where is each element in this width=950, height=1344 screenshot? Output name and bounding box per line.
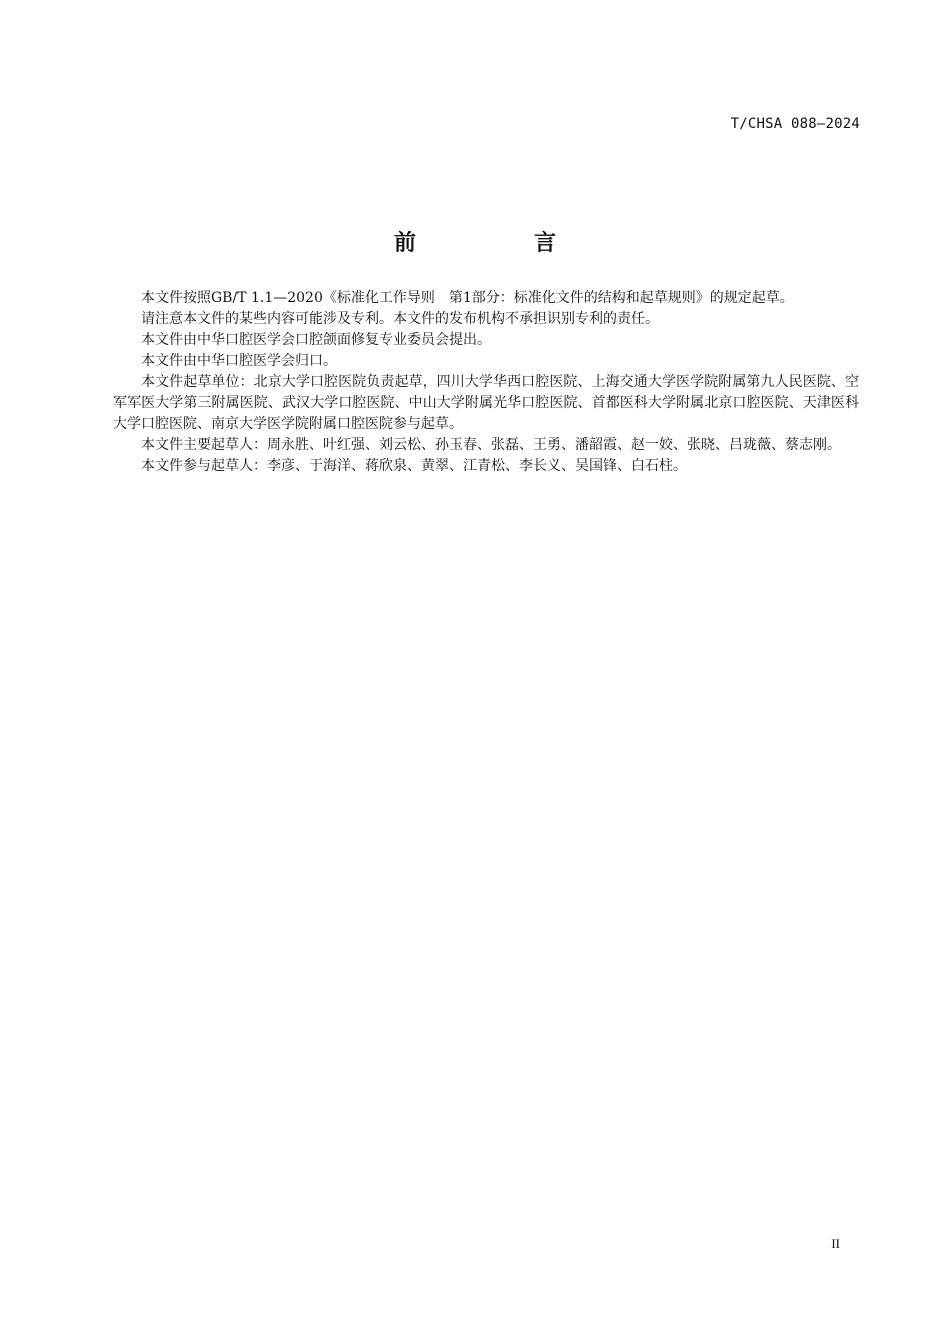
paragraph-proposer: 本文件由中华口腔医学会口腔颌面修复专业委员会提出。	[141, 332, 491, 348]
paragraph-participating-drafters: 本文件参与起草人：李彦、于海洋、蒋欣泉、黄翠、江青松、李长义、吴国锋、白石柱。	[141, 458, 687, 474]
paragraph-main-drafters: 本文件主要起草人：周永胜、叶红强、刘云松、孙玉春、张磊、王勇、潘韶霞、赵一姣、张晓、吕珑薇、蔡志刚。	[141, 437, 841, 453]
paragraph-administrator: 本文件由中华口腔医学会归口。	[141, 353, 337, 369]
foreword-body	[113, 288, 859, 477]
paragraph-drafting-units: 本文件起草单位：北京大学口腔医院负责起草，四川大学华西口腔医院、上海交通大学医学院附属第九人民医院、空军军医大学第三附属医院、武汉大学口腔医院、中山大学附属光华口腔医院、首都医科大学附属北京口腔医院、天津医科大学口腔医院、南京大学医学院附属口腔医院参与起草。	[113, 374, 859, 432]
page-number: II	[831, 1236, 840, 1251]
page-title: 前 言	[393, 231, 604, 256]
standard-code: T/CHSA 088—2024	[730, 116, 860, 132]
paragraph-patent-notice: 请注意本文件的某些内容可能涉及专利。本文件的发布机构不承担识别专利的责任。	[141, 311, 659, 327]
paragraph-drafting-rules: 本文件按照GB/T 1.1—2020《标准化工作导则 第1部分：标准化文件的结构和起草规则》的规定起草。	[141, 290, 794, 306]
